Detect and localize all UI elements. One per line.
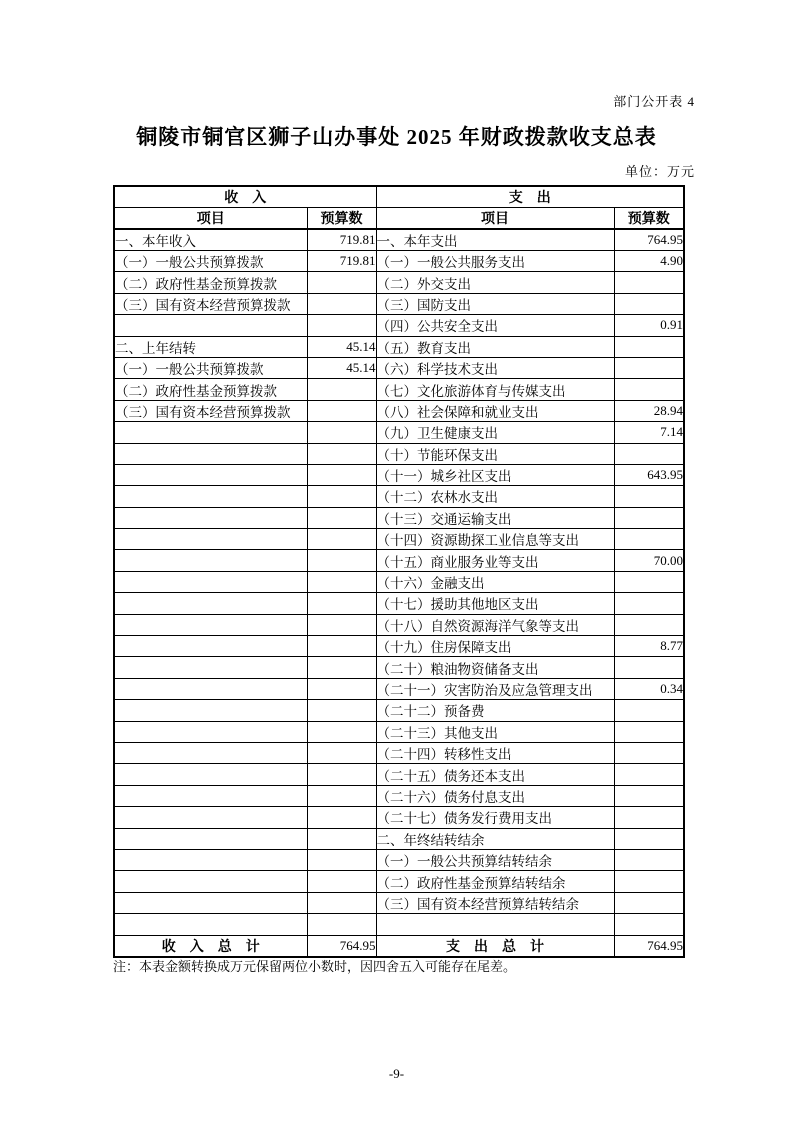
col-header-income-item: 项目 [114, 208, 307, 230]
table-body [114, 229, 684, 935]
table-row [114, 379, 684, 400]
table-row [114, 464, 684, 485]
expense-value-cell [614, 507, 684, 528]
income-item-cell [114, 657, 307, 678]
income-total-label-cell: 收 入 总 计 [114, 935, 307, 957]
page-title: 铜陵市铜官区狮子山办事处 2025 年财政拨款收支总表 [136, 125, 657, 149]
table-row [114, 742, 684, 763]
expense-item-cell: （二十）粮油物资储备支出 [376, 657, 614, 678]
income-value-cell [307, 828, 376, 849]
table-row [114, 721, 684, 742]
expense-item-cell: （十四）资源勘探工业信息等支出 [376, 529, 614, 550]
income-value-cell [307, 700, 376, 721]
expense-value-cell [614, 657, 684, 678]
income-item-cell [114, 764, 307, 785]
expense-value-cell: 7.14 [614, 422, 684, 443]
table-row [114, 443, 684, 464]
table-row [114, 657, 684, 678]
table-row [114, 785, 684, 806]
table-row [114, 486, 684, 507]
expense-value-cell: 764.95 [614, 229, 684, 251]
income-value-cell [307, 721, 376, 742]
expense-item-cell: （一）一般公共预算结转结余 [376, 849, 614, 870]
expense-value-cell: 643.95 [614, 464, 684, 485]
income-total-value-cell: 764.95 [307, 935, 376, 957]
income-value-cell [307, 550, 376, 571]
expense-item-cell: （二）政府性基金预算结转结余 [376, 871, 614, 892]
expense-item-cell: （二）外交支出 [376, 272, 614, 293]
table-row [114, 293, 684, 314]
expense-item-cell: 二、年终结转结余 [376, 828, 614, 849]
income-value-cell [307, 486, 376, 507]
expense-value-cell [614, 529, 684, 550]
expense-value-cell [614, 700, 684, 721]
income-item-cell [114, 807, 307, 828]
income-value-cell [307, 636, 376, 657]
income-item-cell [114, 871, 307, 892]
income-item-cell: 一、本年收入 [114, 229, 307, 251]
expense-item-cell: （十一）城乡社区支出 [376, 464, 614, 485]
income-value-cell [307, 678, 376, 699]
col-header-income-budget: 预算数 [307, 208, 376, 230]
expense-item-cell: （七）文化旅游体育与传媒支出 [376, 379, 614, 400]
col-header-expense-budget: 预算数 [614, 208, 684, 230]
income-value-cell [307, 507, 376, 528]
income-item-cell [114, 464, 307, 485]
expense-item-cell: （二十六）债务付息支出 [376, 785, 614, 806]
income-item-cell [114, 785, 307, 806]
income-value-cell [307, 400, 376, 421]
income-item-cell [114, 678, 307, 699]
income-item-cell: （三）国有资本经营预算拨款 [114, 400, 307, 421]
table-note: 注：本表金额转换成万元保留两位小数时，因四舍五入可能存在尾差。 [113, 959, 517, 974]
income-value-cell [307, 807, 376, 828]
table-row [114, 849, 684, 870]
expense-value-cell [614, 571, 684, 592]
expense-value-cell [614, 807, 684, 828]
expense-item-cell: （十六）金融支出 [376, 571, 614, 592]
expense-item-cell: （六）科学技术支出 [376, 357, 614, 378]
table-row [114, 357, 684, 378]
expense-item-cell: （十二）农林水支出 [376, 486, 614, 507]
table-row [114, 251, 684, 272]
expense-item-cell: （一）一般公共服务支出 [376, 251, 614, 272]
table-row [114, 871, 684, 892]
expense-item-cell: （九）卫生健康支出 [376, 422, 614, 443]
table-row [114, 807, 684, 828]
expense-value-cell [614, 379, 684, 400]
expense-item-cell: （十五）商业服务业等支出 [376, 550, 614, 571]
income-item-cell [114, 828, 307, 849]
table-row [114, 892, 684, 913]
expense-item-cell: （十）节能环保支出 [376, 443, 614, 464]
income-value-cell [307, 914, 376, 935]
expense-item-cell: （三）国有资本经营预算结转结余 [376, 892, 614, 913]
income-value-cell [307, 293, 376, 314]
expense-value-cell [614, 871, 684, 892]
expense-value-cell [614, 272, 684, 293]
income-item-cell: （一）一般公共预算拨款 [114, 357, 307, 378]
col-header-expense-item: 项目 [376, 208, 614, 230]
income-item-cell [114, 529, 307, 550]
expense-item-cell: （十九）住房保障支出 [376, 636, 614, 657]
table-row [114, 571, 684, 592]
expense-item-cell: （十八）自然资源海洋气象等支出 [376, 614, 614, 635]
expense-value-cell [614, 357, 684, 378]
income-item-cell [114, 443, 307, 464]
expense-header-cell: 支 出 [376, 186, 684, 208]
expense-value-cell: 4.90 [614, 251, 684, 272]
income-item-cell [114, 507, 307, 528]
table-row [114, 678, 684, 699]
expense-item-cell: （二十三）其他支出 [376, 721, 614, 742]
table-column-header-row [114, 208, 684, 230]
table-section-header-row [114, 186, 684, 208]
expense-item-cell: （十三）交通运输支出 [376, 507, 614, 528]
income-value-cell [307, 272, 376, 293]
table-row [114, 828, 684, 849]
expense-value-cell: 28.94 [614, 400, 684, 421]
page-number: -9- [388, 1066, 405, 1081]
expense-item-cell: （五）教育支出 [376, 336, 614, 357]
income-item-cell [114, 700, 307, 721]
expense-value-cell [614, 486, 684, 507]
table-row [114, 507, 684, 528]
income-value-cell [307, 529, 376, 550]
income-value-cell [307, 785, 376, 806]
income-value-cell [307, 593, 376, 614]
doc-label: 部门公开表 4 [613, 94, 695, 109]
expense-item-cell: （二十一）灾害防治及应急管理支出 [376, 678, 614, 699]
income-item-cell [114, 593, 307, 614]
income-value-cell [307, 464, 376, 485]
income-item-cell [114, 486, 307, 507]
expense-value-cell: 70.00 [614, 550, 684, 571]
budget-table [113, 185, 685, 958]
expense-item-cell: （八）社会保障和就业支出 [376, 400, 614, 421]
table-row [114, 422, 684, 443]
expense-value-cell [614, 828, 684, 849]
income-value-cell [307, 571, 376, 592]
expense-value-cell: 0.34 [614, 678, 684, 699]
income-value-cell [307, 742, 376, 763]
expense-value-cell [614, 892, 684, 913]
income-value-cell [307, 614, 376, 635]
expense-total-value-cell: 764.95 [614, 935, 684, 957]
table-row [114, 636, 684, 657]
expense-value-cell [614, 593, 684, 614]
income-item-cell: （一）一般公共预算拨款 [114, 251, 307, 272]
expense-item-cell: （二十二）预备费 [376, 700, 614, 721]
income-value-cell [307, 764, 376, 785]
expense-value-cell: 0.91 [614, 315, 684, 336]
income-value-cell [307, 892, 376, 913]
expense-value-cell [614, 764, 684, 785]
expense-item-cell: （二十七）债务发行费用支出 [376, 807, 614, 828]
income-value-cell: 719.81 [307, 229, 376, 251]
income-header-cell: 收 入 [114, 186, 376, 208]
income-item-cell [114, 422, 307, 443]
income-item-cell [114, 614, 307, 635]
table-row [114, 272, 684, 293]
expense-value-cell [614, 849, 684, 870]
income-value-cell: 45.14 [307, 336, 376, 357]
income-item-cell: （二）政府性基金预算拨款 [114, 272, 307, 293]
expense-item-cell [376, 914, 614, 935]
income-item-cell [114, 721, 307, 742]
income-value-cell [307, 443, 376, 464]
expense-value-cell [614, 721, 684, 742]
table-row [114, 914, 684, 935]
expense-item-cell: 一、本年支出 [376, 229, 614, 251]
expense-item-cell: （四）公共安全支出 [376, 315, 614, 336]
income-item-cell [114, 914, 307, 935]
expense-value-cell [614, 293, 684, 314]
expense-value-cell [614, 614, 684, 635]
income-item-cell [114, 550, 307, 571]
income-item-cell [114, 571, 307, 592]
table-row [114, 315, 684, 336]
income-item-cell: （二）政府性基金预算拨款 [114, 379, 307, 400]
income-item-cell [114, 892, 307, 913]
income-item-cell: 二、上年结转 [114, 336, 307, 357]
expense-value-cell [614, 785, 684, 806]
income-value-cell [307, 379, 376, 400]
income-value-cell [307, 871, 376, 892]
expense-item-cell: （三）国防支出 [376, 293, 614, 314]
table-row [114, 700, 684, 721]
unit-label: 单位：万元 [624, 164, 695, 179]
expense-value-cell [614, 914, 684, 935]
table-row [114, 593, 684, 614]
expense-total-label-cell: 支 出 总 计 [376, 935, 614, 957]
expense-item-cell: （十七）援助其他地区支出 [376, 593, 614, 614]
income-item-cell [114, 742, 307, 763]
table-row [114, 764, 684, 785]
income-value-cell [307, 315, 376, 336]
income-item-cell [114, 849, 307, 870]
income-value-cell: 45.14 [307, 357, 376, 378]
table-row [114, 336, 684, 357]
income-item-cell: （三）国有资本经营预算拨款 [114, 293, 307, 314]
table-row [114, 614, 684, 635]
expense-item-cell: （二十四）转移性支出 [376, 742, 614, 763]
table-row [114, 400, 684, 421]
expense-value-cell [614, 742, 684, 763]
expense-item-cell: （二十五）债务还本支出 [376, 764, 614, 785]
income-value-cell [307, 849, 376, 870]
income-value-cell: 719.81 [307, 251, 376, 272]
income-item-cell [114, 315, 307, 336]
table-row [114, 229, 684, 251]
table-row [114, 529, 684, 550]
expense-value-cell [614, 443, 684, 464]
table-total-row [114, 935, 684, 957]
income-value-cell [307, 657, 376, 678]
expense-value-cell: 8.77 [614, 636, 684, 657]
table-row [114, 550, 684, 571]
expense-value-cell [614, 336, 684, 357]
income-item-cell [114, 636, 307, 657]
income-value-cell [307, 422, 376, 443]
